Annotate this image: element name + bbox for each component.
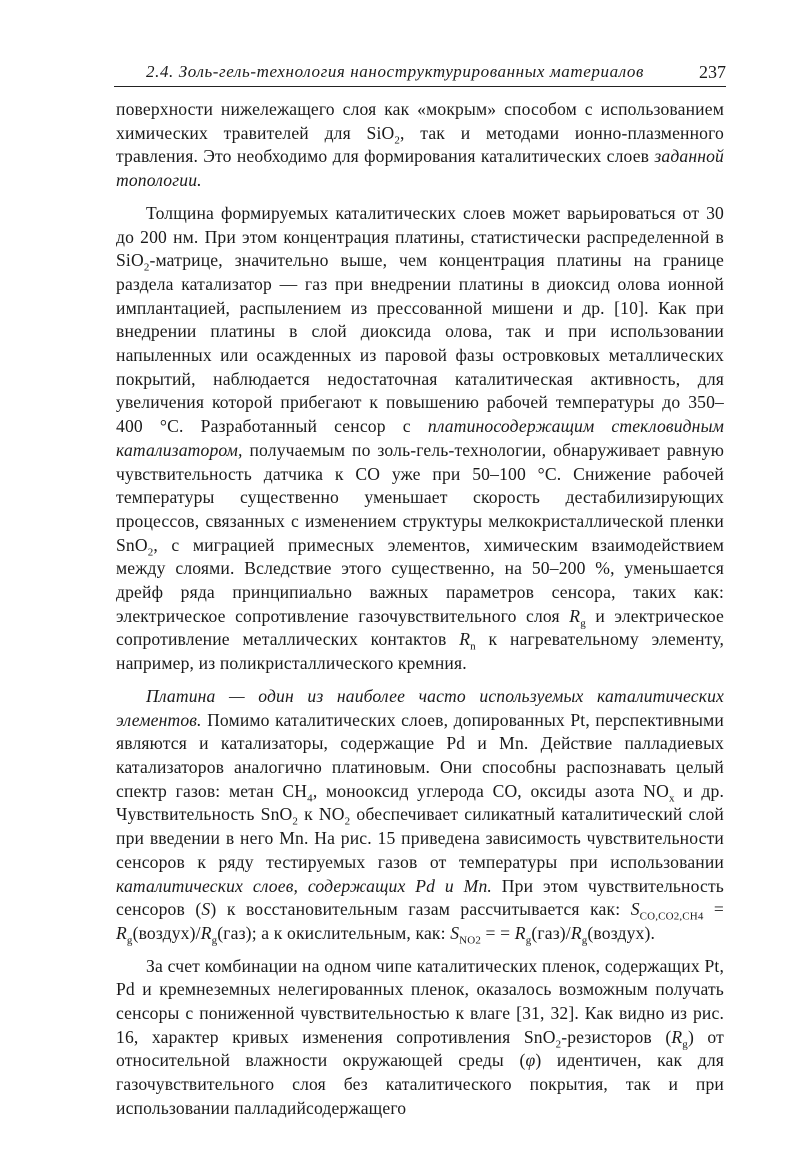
subscript: 2 [143,261,150,274]
text-run: (газ); а к окислительным, как: [217,922,451,943]
text-run: , так и методами ионно-плазменного травления. Это необходимо для формирования каталитических слоев [116,122,724,167]
text-run: к NO [298,804,345,825]
text-run: = [703,899,724,920]
text-run: Помимо каталитических слоев, допированных Pt, перспективными являются и катализаторы, содержащие Pd и Mn. Действие палладиевых катализаторов аналогично платиновым. Они способны распознавать целый спектр газов: метан CH [116,709,724,801]
subscript: g [211,934,218,947]
subscript: g [581,934,588,947]
text-run: φ [525,1050,536,1071]
text-run: ) от относительной влажности окружающей среды ( [116,1026,724,1071]
subscript: x [668,792,675,805]
text-run: заданной топологии. [116,146,724,191]
text-run: -резисторов ( [561,1026,672,1047]
text-run: -матрице, значительно выше, чем концентрация платины на границе раздела катализатор — газ при внедрении платины в диоксид олова ионной имплантацией, распылением из прессованной мишени и др. [10]. Как при внедрении платины в слой диоксида олова, так и при использовании напыленных или осажденных из паровой фазы островковых металлических покрытий, наблюдается недостаточная каталитическая активность, для увеличения которой прибегают к повышению рабочей температуры до 350–400 °C. Разработанный сенсор с [116,250,724,437]
subscript: g [525,934,532,947]
running-header [114,62,726,87]
paragraph [116,685,724,946]
text-run: к нагревательному элементу, например, из поликристаллического кремния. [116,629,724,674]
text-run: Толщина формируемых каталитических слоев может варьироваться от 30 до 200 нм. При этом концентрация платины, статистически распределенной в SiO [116,202,724,271]
text-run: R [459,629,471,650]
text-run: S [450,922,460,943]
subscript: 2 [555,1038,562,1051]
text-run: платиносодержащим стекловидным катализатором, [116,416,725,460]
paragraph [116,202,724,676]
text-run: (воздух)/ [132,922,201,943]
text-run: При этом чувствительность сенсоров ( [116,875,724,920]
subscript: NO2 [459,934,481,947]
text-run: ) к восстановительным газам рассчитывается как: [210,899,631,920]
text-run: S [630,899,640,920]
text-run: и электрическое сопротивление металлических контактов [116,605,725,650]
text-run: R [671,1026,683,1047]
subscript: g [580,617,586,630]
page-number: 237 [699,62,726,82]
subscript: n [470,640,476,653]
text-run: поверхности нижележащего слоя как «мокрым» способом с использованием химических травителей для SiO [116,99,724,143]
subscript: CO,CO2,CH4 [639,910,704,923]
subscript: 2 [344,815,351,828]
text-run: За счет комбинации на одном чипе каталитических пленок, содержащих Pt, Pd и кремнеземных нелегированных пленок, оказалось возможным получать сенсоры с пониженной чувствительностью к влаге [31, 32]. Как видно из рис. 16, характер кривых изменения сопротивления SnO [116,955,724,1047]
body-text [116,98,724,1121]
text-run: R [116,922,127,943]
text-run: R [200,922,212,943]
text-run: R [514,922,526,943]
text-run: получаемым по золь-гель-технологии, обнаруживает равную чувствительность датчика к CO уже при 50–100 °C. Снижение рабочей температуры существенно уменьшает скорость дестабилизирующих процессов, связанных с изменением структуры мелкокристаллической пленки SnO [116,439,724,555]
text-run: ) идентичен, как для газочувствительного слоя без каталитического покрытия, так и при использовании палладийсодержащего [116,1050,724,1118]
subscript: g [682,1038,688,1051]
text-run: Платина — один из наиболее часто используемых каталитических элементов. [116,685,724,730]
running-header-title: 2.4. Золь-гель-технология наноструктурированных материалов [146,62,644,81]
text-run: и др. Чувствительность SnO [116,780,725,825]
subscript: 2 [292,815,299,828]
subscript: 4 [307,792,313,805]
text-run: (воздух). [587,922,656,943]
subscript: g [126,934,133,947]
text-run: каталитических слоев, содержащих Pd и Mn. [116,875,492,896]
subscript: 2 [147,546,154,559]
text-run: , монооксид углерода CO, оксиды азота NO [312,780,669,801]
text-run: R [570,922,582,943]
subscript: 2 [394,134,401,147]
text-run: = = [481,922,515,943]
text-run: (газ)/ [531,922,571,943]
text-run: , с миграцией примесных элементов, химическим взаимодействием между слоями. Вследствие этого существенно, на 50–200 %, уменьшается дрейф ряда принципиально важных параметров сенсора, таких как: электрическое сопротивление газочувствительного слоя [116,534,724,626]
text-run: R [569,605,581,626]
text-run: обеспечивает силикатный каталитический слой при введении в него Mn. На рис. 15 приведена зависимость чувствительности сенсоров к ряду тестируемых газов от температуры при использовании [116,804,724,872]
text-run: S [201,899,211,920]
paragraph [116,955,724,1121]
paragraph [116,98,724,193]
